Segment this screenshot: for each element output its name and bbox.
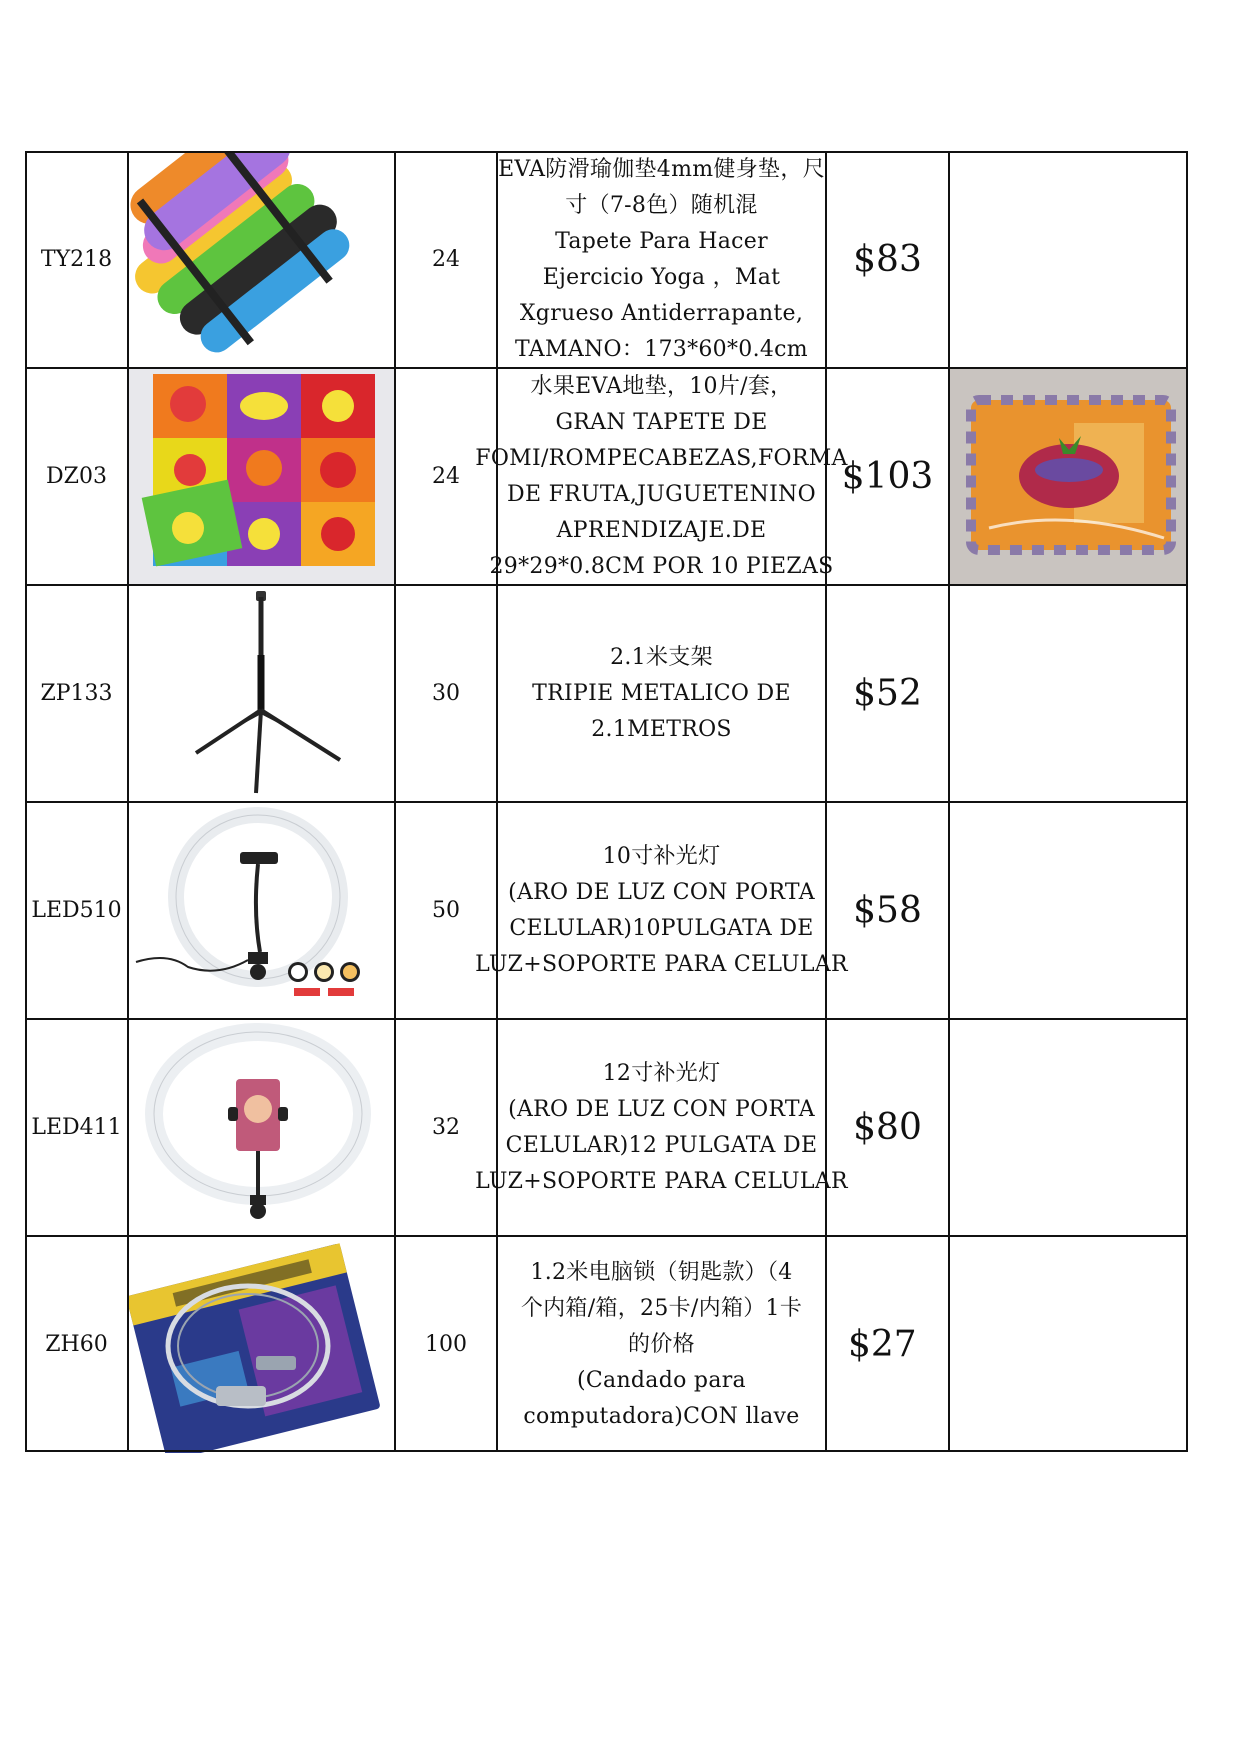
description-line: TAMANO：173*60*0.4cm xyxy=(515,336,808,362)
description-line: CELULAR)10PULGATA DE xyxy=(509,915,814,941)
price: $52 xyxy=(853,673,922,714)
price: $103 xyxy=(841,456,934,497)
table-row xyxy=(25,1019,1188,1236)
description-line: Xgrueso Antiderrapante, xyxy=(519,300,804,326)
description-line: 1.2米电脑锁（钥匙款）（4 xyxy=(530,1259,793,1285)
description-line: 个内箱/箱，25卡/内箱）1卡 xyxy=(520,1295,803,1321)
description xyxy=(475,802,848,1019)
quantity: 32 xyxy=(432,1115,460,1140)
tripod-image xyxy=(128,585,395,802)
table-row xyxy=(25,585,1188,802)
description-line: GRAN TAPETE DE xyxy=(555,409,768,435)
ring-light-10-image xyxy=(128,802,395,1019)
table-row xyxy=(25,802,1188,1019)
description xyxy=(475,1019,848,1236)
product-code: LED411 xyxy=(31,1115,122,1140)
description-line: APRENDIZAJE.DE xyxy=(556,517,767,543)
description-line: Ejercicio Yoga ，Mat xyxy=(542,264,781,290)
quantity: 24 xyxy=(432,464,460,489)
extra-image-empty xyxy=(949,1236,1188,1453)
table-row xyxy=(25,368,1188,585)
description-line: FOMI/ROMPECABEZAS,FORMA xyxy=(475,445,848,471)
product-table xyxy=(25,151,1188,1452)
description-line: 水果EVA地垫，10片/套， xyxy=(530,373,793,399)
quantity: 24 xyxy=(432,247,460,272)
extra-image-empty xyxy=(949,585,1188,802)
description-line: (ARO DE LUZ CON PORTA xyxy=(508,879,815,905)
yoga-mats-image xyxy=(128,151,395,368)
description-line: EVA防滑瑜伽垫4mm健身垫，尺 xyxy=(498,156,825,182)
description-line: 寸（7-8色）随机混 xyxy=(565,192,758,218)
product-code: ZH60 xyxy=(45,1332,108,1357)
description xyxy=(475,368,848,585)
description-line: (ARO DE LUZ CON PORTA xyxy=(508,1096,815,1122)
description-line: 29*29*0.8CM POR 10 PIEZAS xyxy=(489,553,834,579)
extra-image-empty xyxy=(949,151,1188,368)
description xyxy=(497,151,826,368)
description-line: CELULAR)12 PULGATA DE xyxy=(505,1132,818,1158)
table-row xyxy=(25,151,1188,368)
description xyxy=(497,1236,826,1453)
price: $80 xyxy=(853,1107,922,1148)
table-row xyxy=(25,1236,1188,1453)
extra-image-empty xyxy=(949,802,1188,1019)
ring-light-12-image xyxy=(128,1019,395,1236)
description-line: LUZ+SOPORTE PARA CELULAR xyxy=(475,1168,848,1194)
description-line: TRIPIE METALICO DE xyxy=(532,680,791,706)
description-line: DE FRUTA,JUGUETENINO xyxy=(507,481,816,507)
description-line: LUZ+SOPORTE PARA CELULAR xyxy=(475,951,848,977)
description-line: 12寸补光灯 xyxy=(602,1060,721,1086)
description-line: 2.1米支架 xyxy=(610,644,713,670)
price: $83 xyxy=(853,239,922,280)
description-line: 2.1METROS xyxy=(591,716,732,742)
product-code: DZ03 xyxy=(46,464,107,489)
fruit-puzzle-mat-image xyxy=(128,368,395,585)
product-code: LED510 xyxy=(31,898,122,923)
cable-lock-image xyxy=(128,1236,395,1453)
product-code: ZP133 xyxy=(40,681,113,706)
packaged-mat-image xyxy=(949,368,1188,585)
quantity: 100 xyxy=(425,1332,467,1357)
description-line: 10寸补光灯 xyxy=(602,843,721,869)
description-line: 的价格 xyxy=(628,1331,695,1357)
description-line: Tapete Para Hacer xyxy=(555,228,768,254)
description-line: (Candado para xyxy=(577,1367,746,1393)
extra-image-empty xyxy=(949,1019,1188,1236)
quantity: 30 xyxy=(432,681,460,706)
price: $58 xyxy=(853,890,922,931)
description xyxy=(497,585,826,802)
description-line: computadora)CON llave xyxy=(523,1403,800,1429)
product-code: TY218 xyxy=(40,247,113,272)
quantity: 50 xyxy=(432,898,460,923)
price: $27 xyxy=(848,1324,917,1365)
